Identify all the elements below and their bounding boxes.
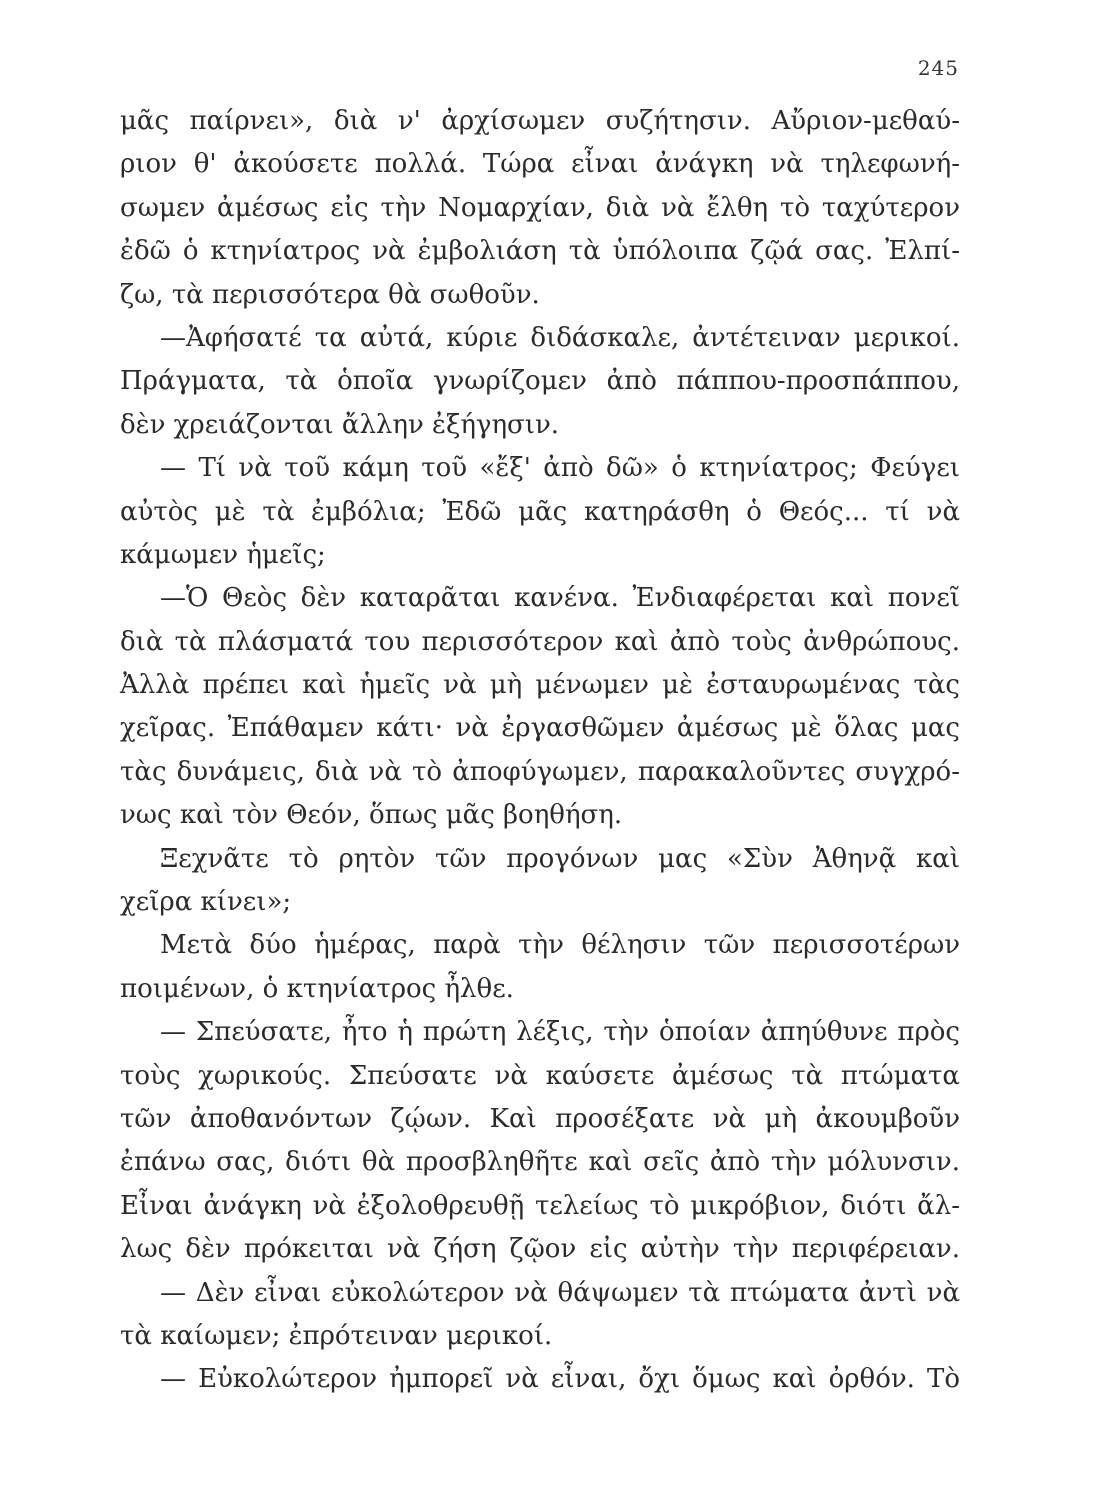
text-line: σωμεν ἀμέσως εἰς τὴν Νομαρχίαν, διὰ νὰ ἔλθη τὸ ταχύτερον [120, 192, 960, 223]
text-line: τοὺς χωρικούς. Σπεύσατε νὰ καύσετε ἀμέσως τὰ πτώματα [120, 1060, 960, 1091]
text-line: Εἶναι ἀνάγκη νὰ ἐξολοθρευθῇ τελείως τὸ μικρόβιον, διότι ἄλ- [120, 1190, 960, 1221]
text-line: χεῖρας. Ἐπάθαμεν κάτι· νὰ ἐργασθῶμεν ἀμέσως μὲ ὅλας μας [120, 713, 960, 744]
text-line: ποιμένων, ὁ κτηνίατρος ἦλθε. [120, 973, 514, 1004]
text-line: αὐτὸς μὲ τὰ ἐμβόλια; Ἐδῶ μᾶς κατηράσθη ὁ Θεός... τί νὰ [120, 496, 960, 527]
text-line: Πράγματα, τὰ ὁποῖα γνωρίζομεν ἀπὸ πάππου-προσπάππου, [120, 366, 960, 397]
text-line: λως δὲν πρόκειται νὰ ζήση ζῷον εἰς αὐτὴν τὴν περιφέρειαν. [120, 1234, 960, 1265]
text-line: δὲν χρειάζονται ἄλλην ἐξήγησιν. [120, 409, 560, 440]
text-line: χεῖρα κίνει»; [120, 887, 292, 918]
text-line: — Τί νὰ τοῦ κάμη τοῦ «ἔξ' ἀπὸ δῶ» ὁ κτηνίατρος; Φεύγει [160, 453, 960, 484]
text-line: τὰς δυνάμεις, διὰ νὰ τὸ ἀποφύγωμεν, παρακαλοῦντες συγχρό- [120, 756, 960, 787]
text-line: — Σπεύσατε, ἦτο ἡ πρώτη λέξις, τὴν ὁποίαν ἀπηύθυνε πρὸς [160, 1017, 960, 1048]
text-line: τῶν ἀποθανόντων ζῴων. Καὶ προσέξατε νὰ μὴ ἀκουμβοῦν [120, 1103, 960, 1134]
text-line: Ἀλλὰ πρέπει καὶ ἡμεῖς νὰ μὴ μένωμεν μὲ ἐσταυρωμένας τὰς [120, 670, 960, 701]
text-line: ἐπάνω σας, διότι θὰ προσβληθῆτε καὶ σεῖς ἀπὸ τὴν μόλυνσιν. [120, 1147, 960, 1178]
text-line: διὰ τὰ πλάσματά του περισσότερον καὶ ἀπὸ τοὺς ἀνθρώπους. [120, 626, 960, 657]
text-line: ζω, τὰ περισσότερα θὰ σωθοῦν. [120, 279, 540, 310]
text-line: Μετὰ δύο ἡμέρας, παρὰ τὴν θέλησιν τῶν περισσοτέρων [160, 930, 960, 961]
text-line: —Ὁ Θεὸς δὲν καταρᾶται κανένα. Ἐνδιαφέρεται καὶ πονεῖ [160, 583, 960, 614]
text-line: νως καὶ τὸν Θεόν, ὅπως μᾶς βοηθήση. [120, 800, 623, 831]
text-line: — Εὐκολώτερον ἠμπορεῖ νὰ εἶναι, ὄχι ὅμως καὶ ὀρθόν. Τὸ [160, 1364, 960, 1395]
text-line: μᾶς παίρνει», διὰ ν' ἀρχίσωμεν συζήτησιν. Αὔριον-μεθαύ- [120, 106, 960, 136]
text-line: ἐδῶ ὁ κτηνίατρος νὰ ἐμβολιάση τὰ ὑπόλοιπα ζῷά σας. Ἐλπί- [120, 236, 960, 267]
page-number: 245 [917, 56, 959, 80]
text-line: —Ἀφήσατέ τα αὐτά, κύριε διδάσκαλε, ἀντέτειναν μερικοί. [160, 322, 960, 353]
body-text [120, 100, 960, 1402]
text-line: ριον θ' ἀκούσετε πολλά. Τώρα εἶναι ἀνάγκη νὰ τηλεφωνή- [120, 149, 960, 180]
text-line: — Δὲν εἶναι εὐκολώτερον νὰ θάψωμεν τὰ πτώματα ἀντὶ νὰ [160, 1277, 960, 1308]
text-line: τὰ καίωμεν; ἐπρότειναν μερικοί. [120, 1320, 553, 1351]
text-line: κάμωμεν ἡμεῖς; [120, 539, 326, 570]
text-line: Ξεχνᾶτε τὸ ρητὸν τῶν προγόνων μας «Σὺν Ἀθηνᾷ καὶ [160, 843, 960, 874]
